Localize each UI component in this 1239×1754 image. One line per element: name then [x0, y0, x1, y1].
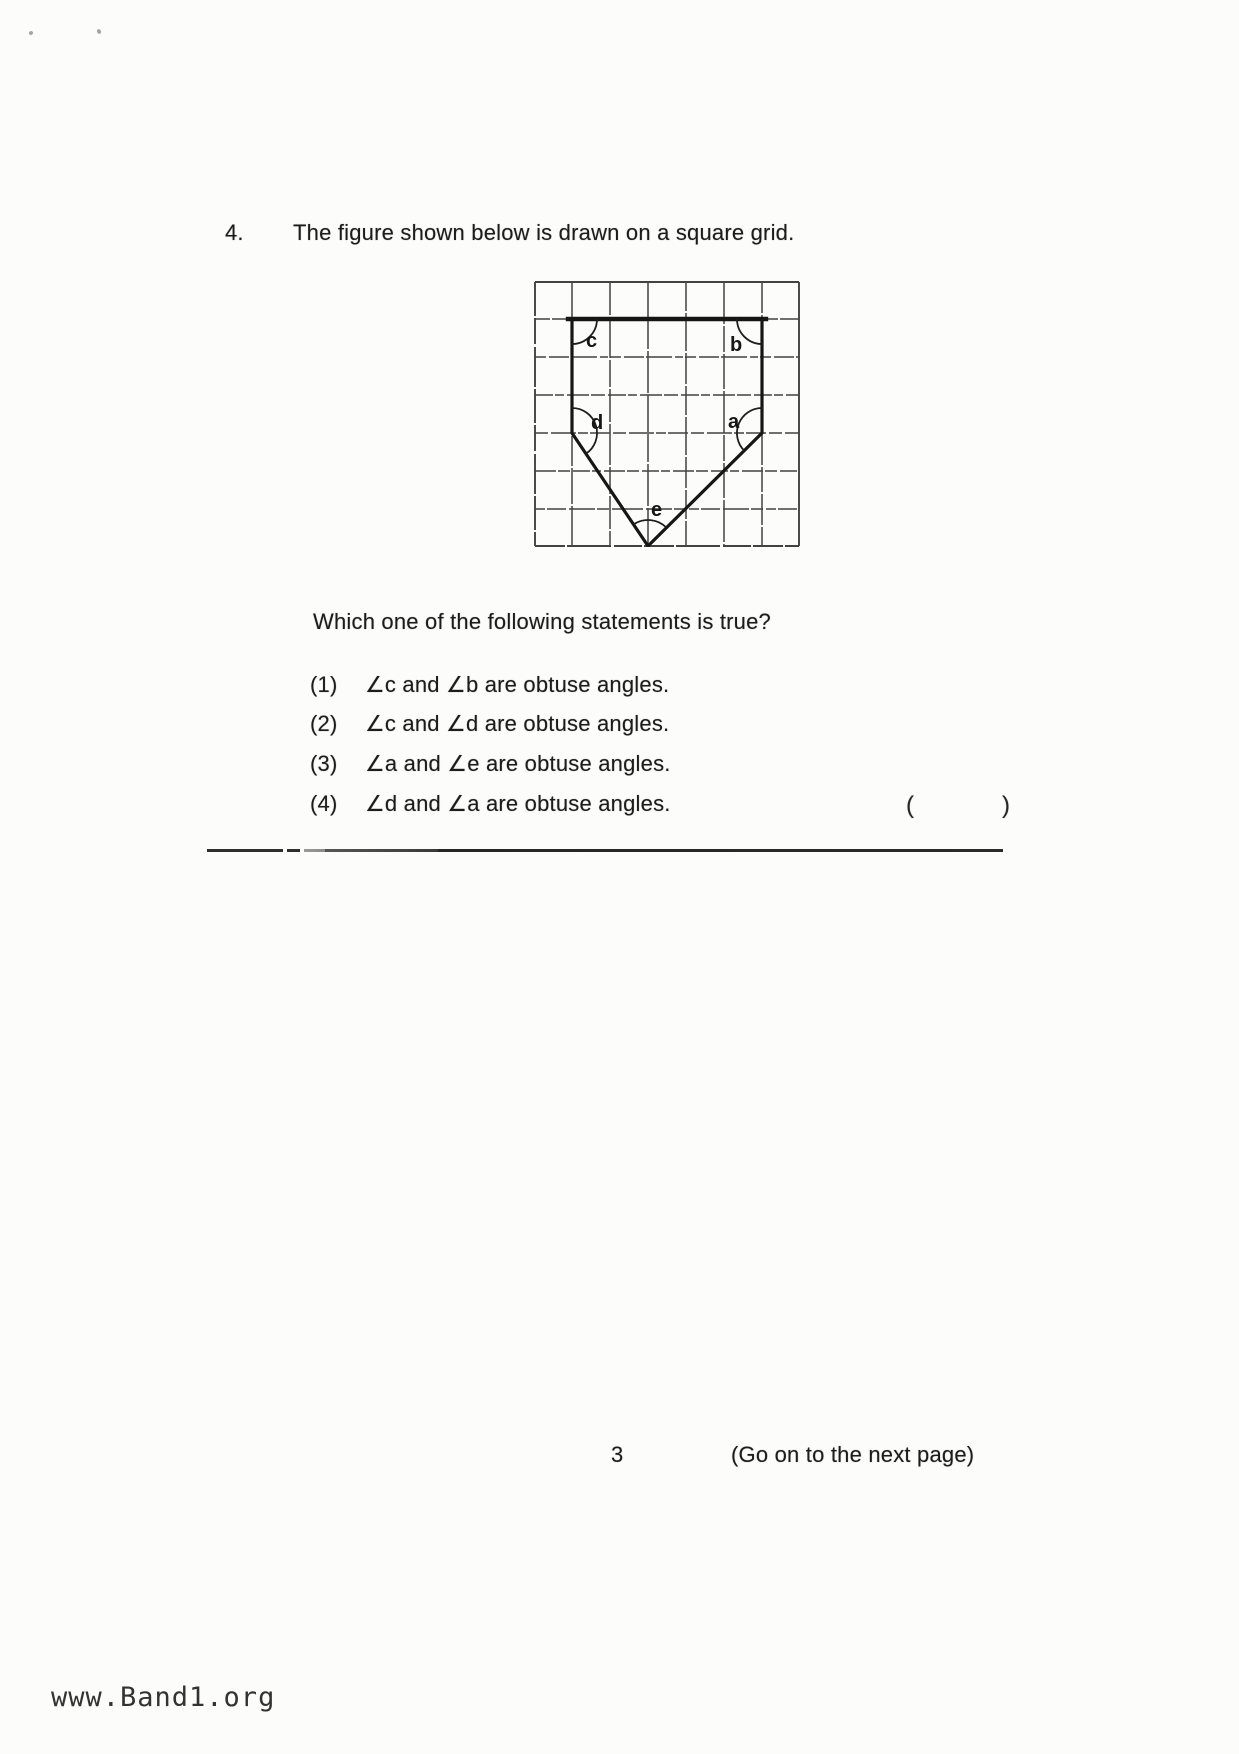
question-stem: The figure shown below is drawn on a square grid.: [293, 220, 795, 245]
question-prompt: Which one of the following statements is true?: [313, 609, 771, 634]
option-4-label: (4): [310, 791, 338, 816]
answer-blank-close-paren: ): [1002, 792, 1010, 819]
option-4: [310, 790, 671, 817]
watermark-url: www.Band1.org: [51, 1682, 276, 1713]
page-number: 3: [611, 1442, 624, 1467]
option-2-label: (2): [310, 711, 338, 736]
angle-label-e: e: [651, 499, 663, 521]
answer-blank-open-paren: (: [906, 792, 914, 819]
continue-note: (Go on to the next page): [731, 1442, 975, 1467]
angle-arc-e: [634, 520, 667, 528]
option-3-text: ∠a and ∠e are obtuse angles.: [365, 751, 671, 776]
option-1-text: ∠c and ∠b are obtuse angles.: [365, 672, 670, 697]
square-grid-figure: [534, 281, 800, 547]
option-2-text: ∠c and ∠d are obtuse angles.: [365, 711, 670, 736]
grid-figure: [534, 281, 800, 547]
option-1-label: (1): [310, 672, 338, 697]
option-2: [310, 710, 669, 737]
option-3-label: (3): [310, 751, 338, 776]
section-divider: [207, 849, 1003, 852]
option-4-text: ∠d and ∠a are obtuse angles.: [365, 791, 671, 816]
option-3: [310, 750, 671, 777]
angle-label-d: d: [591, 412, 604, 434]
scan-speck: [96, 28, 102, 34]
angle-label-c: c: [586, 330, 598, 352]
grid-lines: [535, 282, 799, 546]
angle-label-b: b: [730, 334, 743, 356]
scan-speck: [28, 30, 33, 35]
angle-label-a: a: [728, 411, 740, 433]
question-number: 4.: [225, 220, 244, 245]
option-1: [310, 671, 669, 698]
